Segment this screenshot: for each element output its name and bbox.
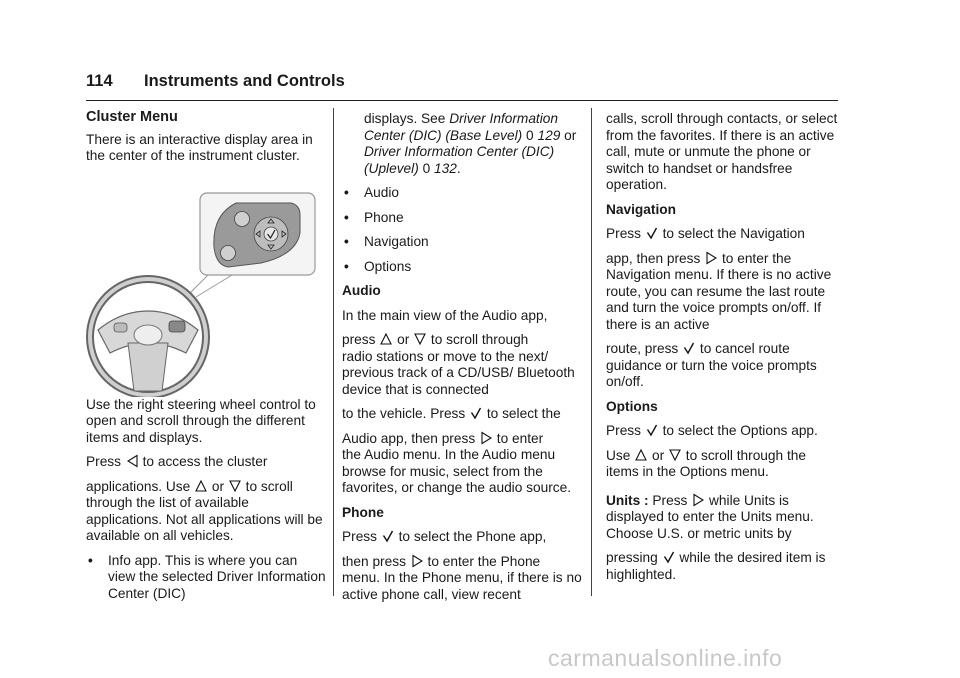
page-ref-icon: 0 (526, 127, 534, 143)
phone-heading: Phone (342, 504, 384, 520)
checkmark-icon (663, 550, 675, 564)
text: Audio app, then press (342, 430, 476, 446)
audio-line (342, 431, 582, 448)
dic-reference: displays. See Driver Information Center (DIC) (Base Level) 0 129 or Driver Information Center (DIC) (Uplevel) 0 132. (364, 111, 577, 176)
navigation-heading: Navigation (606, 201, 676, 217)
steering-wheel-illustration (86, 185, 326, 397)
up-arrow-icon (195, 479, 207, 493)
text: radio stations or move to the next/ previous track of a CD/USB/ Bluetooth device that is connected (342, 348, 575, 397)
column-3 (606, 111, 846, 583)
checkmark-icon (683, 341, 695, 355)
text: to scroll through the (685, 447, 806, 463)
text: calls, scroll through contacts, or select from the favorites. If there is an active call, mute or unmute the phone or switch to handset or handsfree operation. (606, 111, 838, 192)
text: route, press (606, 341, 679, 356)
apps-text: through the list of available applications. Not all applications will be available on all vehicles. (86, 495, 323, 543)
section-title: Instruments and Controls (144, 72, 345, 90)
page-ref-number[interactable]: 129 (537, 127, 561, 143)
checkmark-icon (470, 406, 482, 420)
text: displayed to enter the Units menu. Choose U.S. or metric units by (606, 509, 814, 541)
cluster-menu-heading: Cluster Menu (86, 109, 178, 125)
text: In the main view of the Audio app, (342, 307, 548, 323)
bullet-icon: • (344, 258, 349, 274)
nav-line (606, 341, 846, 358)
driver-info-uplevel-link[interactable]: Driver Information Center (DIC) (Uplevel) (364, 144, 555, 176)
list-item (86, 553, 326, 603)
units-line (606, 550, 846, 567)
text: Navigation (364, 234, 429, 249)
list-item (342, 259, 582, 276)
page-ref-number[interactable]: 132 (434, 160, 457, 176)
text: pressing (606, 550, 658, 565)
text: highlighted. (606, 566, 677, 582)
list-item (342, 185, 582, 202)
right-arrow-icon (705, 251, 717, 265)
text: press (342, 332, 376, 347)
text: to select the (486, 406, 561, 421)
up-arrow-icon (380, 332, 392, 346)
page-ref-icon: 0 (422, 160, 431, 176)
text: Press (606, 423, 641, 438)
audio-line (342, 332, 582, 349)
text: while the desired item is (679, 550, 826, 565)
right-arrow-icon (692, 493, 704, 507)
text: Info app. This is where you can view the selected Driver Information Center (DIC) (108, 552, 326, 601)
bullet-icon: • (344, 185, 349, 200)
text: to select the Options app. (662, 423, 818, 438)
text: Press (86, 454, 121, 469)
text: Press (342, 529, 377, 544)
audio-heading: Audio (342, 283, 381, 298)
down-arrow-icon (669, 448, 681, 462)
column-divider (333, 108, 334, 596)
options-line (606, 448, 846, 465)
text: to scroll through (430, 332, 529, 347)
bullet-icon: • (344, 234, 349, 249)
text: guidance or turn the voice prompts on/off. (606, 357, 817, 389)
units-line (606, 493, 846, 510)
checkmark-icon (646, 423, 658, 437)
column-1 (86, 105, 326, 602)
text: to select the Navigation (662, 226, 805, 241)
text: Press (652, 492, 688, 508)
bullet-icon: • (344, 209, 349, 225)
text: to access the cluster (142, 454, 268, 469)
text: to cancel route (699, 341, 790, 356)
nav-line (606, 251, 846, 268)
page-header (86, 68, 838, 101)
list-item (342, 234, 582, 251)
text: Phone (364, 209, 404, 225)
nav-line (606, 226, 846, 243)
page-number: 114 (86, 72, 113, 90)
text: then press (342, 553, 406, 569)
para-steering-control: Use the right steering wheel control to open and scroll through the different items and displays. (86, 396, 316, 445)
text: to enter the (721, 250, 792, 266)
intro-text: There is an interactive display area in the center of the instrument cluster. (86, 131, 313, 163)
apps-line (86, 479, 326, 496)
text: applications. Use (86, 478, 191, 494)
text: or (564, 127, 577, 143)
text: or (211, 478, 225, 494)
text: Audio (364, 185, 400, 200)
text: the Audio menu. In the Audio menu browse for music, select from the favorites, or change the audio source. (342, 447, 572, 495)
column-divider (591, 108, 592, 596)
text: Navigation menu. If there is no active route, you can resume the last route and turn the voice prompts on/off. If there is an active (606, 267, 832, 332)
column-2 (342, 111, 582, 603)
bullet-icon: • (88, 552, 93, 568)
options-line (606, 423, 846, 440)
left-arrow-icon (126, 454, 138, 468)
down-arrow-icon (229, 479, 241, 493)
press-line (86, 454, 326, 471)
text: Press (606, 226, 641, 241)
options-heading: Options (606, 398, 658, 414)
text: or (397, 332, 410, 347)
right-arrow-icon (411, 554, 423, 568)
text: to enter the Phone (427, 553, 541, 569)
text: to enter (496, 430, 544, 446)
text: to scroll (245, 478, 293, 494)
driver-info-link[interactable]: Driver Information Center (DIC) (Base Level) (364, 111, 559, 143)
text: to the vehicle. Press (342, 406, 466, 421)
text: items in the Options menu. (606, 464, 769, 479)
text: displays. See (364, 111, 446, 126)
down-arrow-icon (414, 332, 426, 346)
phone-line (342, 554, 582, 571)
checkmark-icon (382, 529, 394, 543)
right-arrow-icon (480, 431, 492, 445)
up-arrow-icon (635, 448, 647, 462)
text: to select the Phone app, (398, 529, 547, 544)
phone-line (342, 529, 582, 546)
text: menu. In the Phone menu, if there is no active phone call, view recent (342, 570, 582, 602)
text: app, then press (606, 250, 701, 266)
text: or (651, 447, 665, 463)
checkmark-icon (646, 226, 658, 240)
text: Options (364, 258, 412, 274)
audio-line (342, 406, 582, 423)
units-label: Units : (606, 492, 649, 508)
text: Use (606, 447, 631, 463)
list-item (342, 210, 582, 227)
text: while Units is (709, 492, 789, 508)
watermark: carmanualsonline.info (548, 645, 783, 671)
